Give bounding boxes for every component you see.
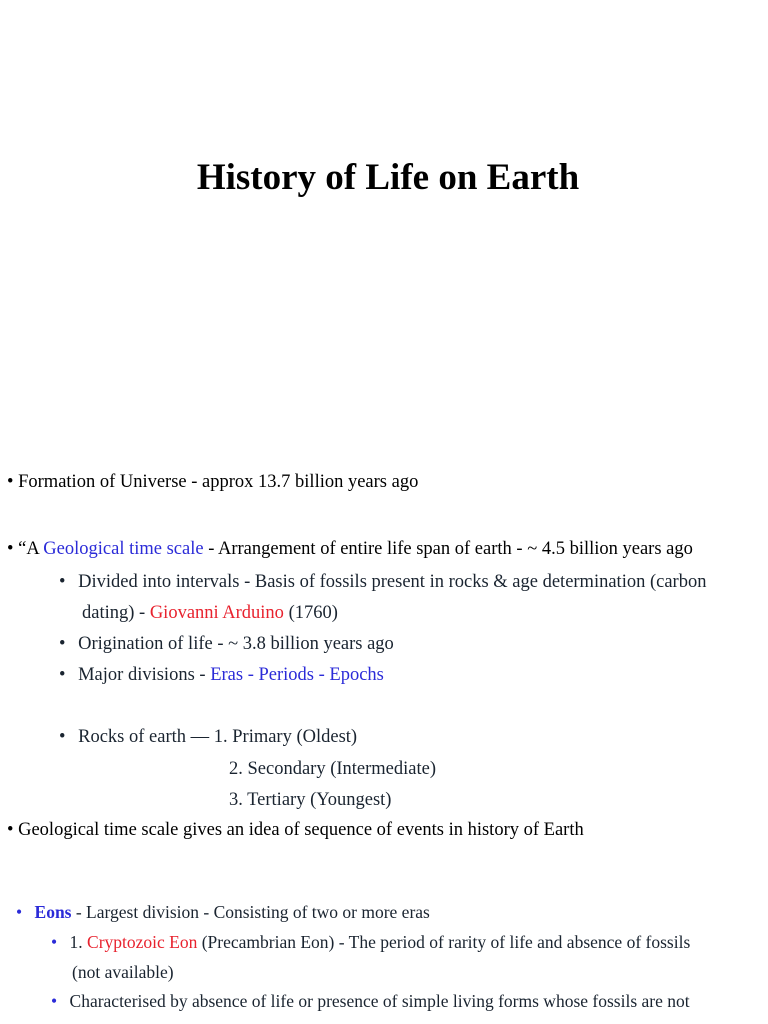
characterised-text: Characterised by absence of life or presence of simple living forms whose fossils are not [69,991,690,1011]
list-item-characterised [51,989,690,1013]
gts-rest: - Arrangement of entire life span of earth - ~ 4.5 billion years ago [203,539,693,559]
cryptozoic-eon: Cryptozoic Eon [87,932,198,952]
bullet-icon: • [59,727,66,747]
major-sep-1: - [243,665,259,685]
rocks-line-2: 2. Secondary (Intermediate) [229,759,437,779]
list-item-divided [59,570,706,594]
list-item-major-divisions [59,663,384,687]
gts-open: “A [18,539,44,559]
divided-line-2 [82,601,338,625]
rocks-line-1: Rocks of earth — 1. Primary (Oldest) [78,727,358,747]
list-item-rocks [59,725,357,749]
page-title: History of Life on Earth [196,157,580,198]
bullet-icon: • [59,665,66,685]
major-eras: Eras [210,665,244,685]
giovanni-arduino: Giovanni Arduino [149,603,284,623]
list-item-eons [16,900,430,924]
gts-term: Geological time scale [43,539,204,559]
crypto-num: 1. [69,932,88,952]
major-sep-2: - [313,665,330,685]
list-item-sequence [7,818,584,842]
bullet-icon: • [51,932,58,952]
formation-text: Formation of Universe - approx 13.7 billion years ago [18,472,419,492]
divided-line-1: Divided into intervals - Basis of fossils present in rocks & age determination (carbon [78,572,707,592]
eons-rest: - Largest division - Consisting of two or more eras [71,902,430,922]
bullet-icon: • [16,902,23,922]
list-item-formation [7,470,418,494]
bullet-icon: • [59,634,66,654]
divided-2b: (1760) [283,603,338,623]
major-periods: Periods [258,665,314,685]
crypto-rest: (Precambrian Eon) - The period of rarity of life and absence of fossils [197,932,691,952]
list-item-origination [59,632,394,656]
bullet-icon: • [59,572,66,592]
major-epochs: Epochs [329,665,384,685]
rocks-line-3: 3. Tertiary (Youngest) [229,790,392,810]
crypto-line-2: (not available) [72,962,174,982]
list-item-cryptozoic [51,930,690,954]
bullet-icon: • [7,472,14,492]
bullet-icon: • [7,539,14,559]
bullet-icon: • [51,991,58,1011]
bullet-icon: • [7,820,14,840]
list-item-geological-time-scale [7,537,693,561]
sequence-text: Geological time scale gives an idea of sequence of events in history of Earth [18,820,584,840]
eons-term: Eons [34,902,72,922]
divided-2a: dating) - [82,603,150,623]
origination-text: Origination of life - ~ 3.8 billion years ago [78,634,394,654]
major-label: Major divisions - [78,665,211,685]
